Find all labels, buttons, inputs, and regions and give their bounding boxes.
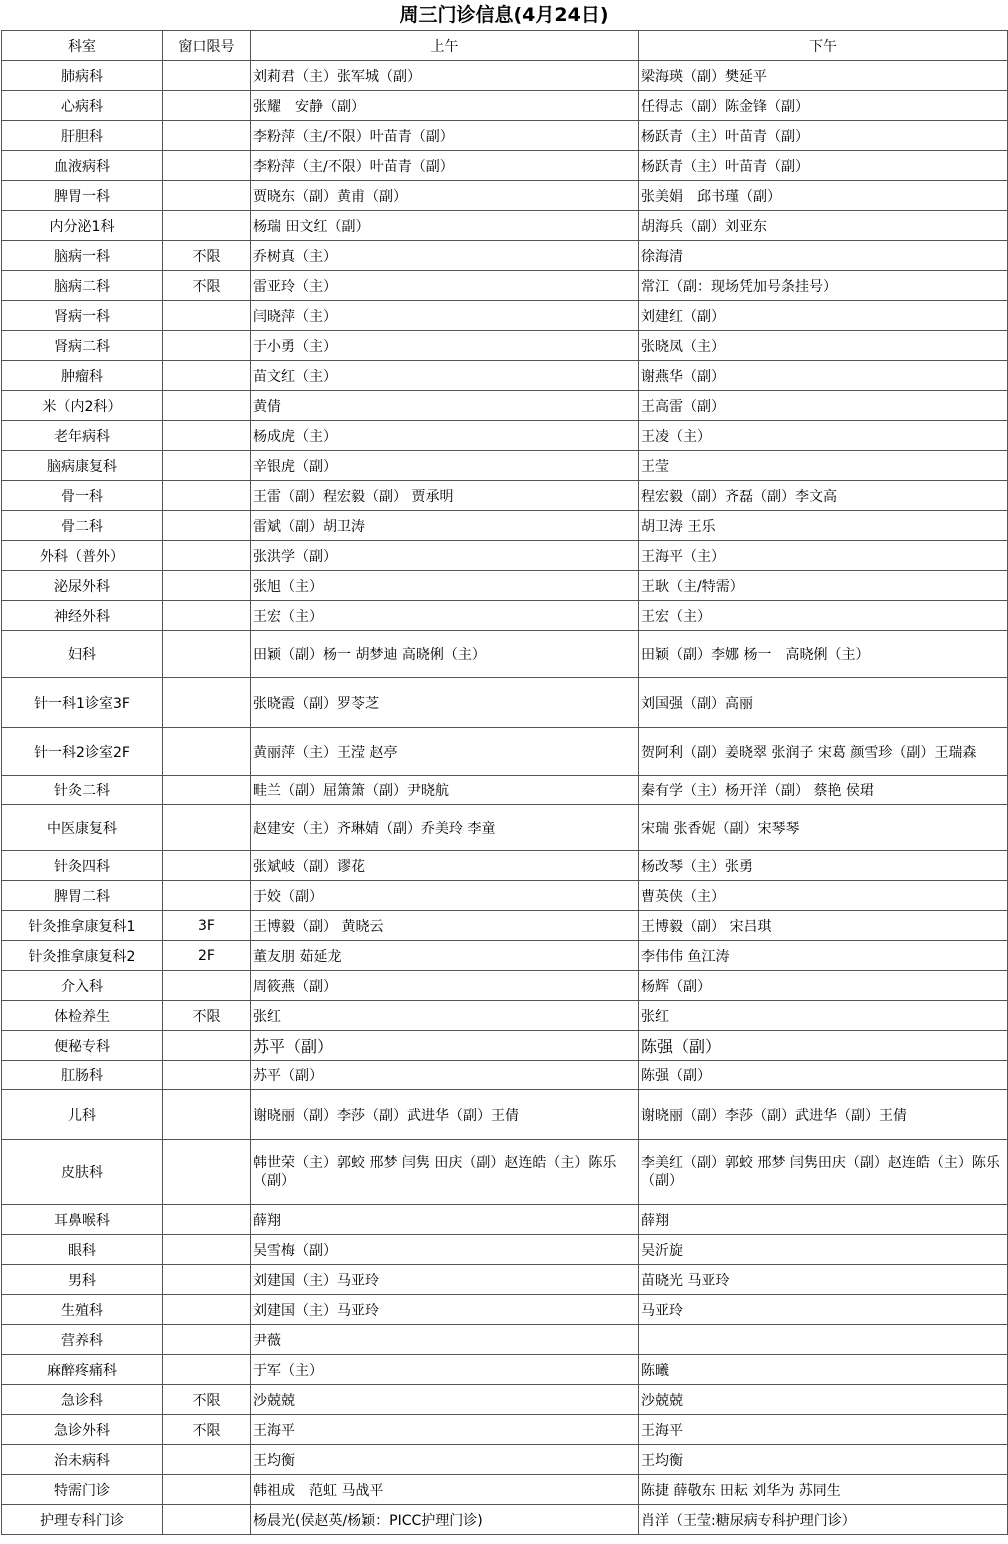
table-row (2, 91, 1008, 121)
am-cell: 张洪学（副） (251, 541, 639, 571)
dept-cell: 特需门诊 (2, 1475, 163, 1505)
pm-cell: 宋瑞 张香妮（副）宋琴琴 (639, 805, 1008, 851)
am-cell: 张红 (251, 1001, 639, 1031)
pm-cell: 杨辉（副） (639, 971, 1008, 1001)
am-cell: 杨晨光(侯赵英/杨颖：PICC护理门诊) (251, 1505, 639, 1535)
table-row (2, 881, 1008, 911)
table-row (2, 776, 1008, 805)
pm-cell: 王耿（主/特需） (639, 571, 1008, 601)
limit-cell (163, 511, 251, 541)
limit-cell (163, 1205, 251, 1235)
am-cell: 李粉萍（主/不限）叶苗青（副） (251, 151, 639, 181)
am-cell: 周筱燕（副） (251, 971, 639, 1001)
table-row (2, 331, 1008, 361)
am-cell: 贾晓东（副）黄甫（副） (251, 181, 639, 211)
limit-cell: 不限 (163, 241, 251, 271)
am-cell: 杨瑞 田文红（副） (251, 211, 639, 241)
dept-cell: 肺病科 (2, 61, 163, 91)
limit-cell (163, 1235, 251, 1265)
pm-cell: 张美娟 邱书瑾（副） (639, 181, 1008, 211)
limit-cell: 2F (163, 941, 251, 971)
table-row (2, 1385, 1008, 1415)
dept-cell: 体检养生 (2, 1001, 163, 1031)
limit-cell (163, 391, 251, 421)
table-row (2, 1001, 1008, 1031)
limit-cell (163, 1031, 251, 1061)
table-row (2, 941, 1008, 971)
am-cell: 李粉萍（主/不限）叶苗青（副） (251, 121, 639, 151)
header-pm: 下午 (639, 31, 1008, 61)
dept-cell: 骨一科 (2, 481, 163, 511)
limit-cell (163, 1355, 251, 1385)
dept-cell: 骨二科 (2, 511, 163, 541)
pm-cell: 胡卫涛 王乐 (639, 511, 1008, 541)
am-cell: 黄丽萍（主）王滢 赵亭 (251, 728, 639, 776)
table-row (2, 1505, 1008, 1535)
table-row (2, 121, 1008, 151)
am-cell: 尹薇 (251, 1325, 639, 1355)
dept-cell: 针一科1诊室3F (2, 678, 163, 728)
limit-cell (163, 541, 251, 571)
pm-cell: 田颖（副）李娜 杨一 高晓俐（主） (639, 631, 1008, 678)
dept-cell: 耳鼻喉科 (2, 1205, 163, 1235)
pm-cell: 胡海兵（副）刘亚东 (639, 211, 1008, 241)
dept-cell: 皮肤科 (2, 1140, 163, 1205)
schedule-table (1, 30, 1008, 1535)
table-row (2, 1061, 1008, 1090)
pm-cell: 谢燕华（副） (639, 361, 1008, 391)
dept-cell: 内分泌1科 (2, 211, 163, 241)
dept-cell: 急诊外科 (2, 1415, 163, 1445)
pm-cell: 秦有学（主）杨开洋（副） 蔡艳 侯珺 (639, 776, 1008, 805)
limit-cell (163, 1475, 251, 1505)
pm-cell: 梁海瑛（副）樊延平 (639, 61, 1008, 91)
table-row (2, 541, 1008, 571)
limit-cell (163, 1295, 251, 1325)
am-cell: 雷亚玲（主） (251, 271, 639, 301)
table-row (2, 1235, 1008, 1265)
dept-cell: 米（内2科） (2, 391, 163, 421)
pm-cell: 王宏（主） (639, 601, 1008, 631)
dept-cell: 针灸推拿康复科1 (2, 911, 163, 941)
header-dept: 科室 (2, 31, 163, 61)
pm-cell: 杨跃青（主）叶苗青（副） (639, 151, 1008, 181)
am-cell: 杨成虎（主） (251, 421, 639, 451)
dept-cell: 治未病科 (2, 1445, 163, 1475)
pm-cell: 吴沂旋 (639, 1235, 1008, 1265)
table-row (2, 271, 1008, 301)
pm-cell: 谢晓丽（副）李莎（副）武进华（副）王倩 (639, 1090, 1008, 1140)
table-row (2, 678, 1008, 728)
limit-cell (163, 1325, 251, 1355)
pm-cell: 杨跃青（主）叶苗青（副） (639, 121, 1008, 151)
am-cell: 辛银虎（副） (251, 451, 639, 481)
table-row (2, 1031, 1008, 1061)
am-cell: 王海平 (251, 1415, 639, 1445)
dept-cell: 介入科 (2, 971, 163, 1001)
limit-cell: 不限 (163, 1415, 251, 1445)
table-row (2, 1265, 1008, 1295)
am-cell: 苏平（副） (251, 1031, 639, 1061)
am-cell: 刘建国（主）马亚玲 (251, 1265, 639, 1295)
dept-cell: 妇科 (2, 631, 163, 678)
table-row (2, 1295, 1008, 1325)
pm-cell: 王凌（主） (639, 421, 1008, 451)
pm-cell: 陈曦 (639, 1355, 1008, 1385)
dept-cell: 脑病康复科 (2, 451, 163, 481)
dept-cell: 神经外科 (2, 601, 163, 631)
table-row (2, 61, 1008, 91)
table-row (2, 391, 1008, 421)
dept-cell: 泌尿外科 (2, 571, 163, 601)
pm-cell: 刘国强（副）高丽 (639, 678, 1008, 728)
limit-cell (163, 1061, 251, 1090)
header-limit: 窗口限号 (163, 31, 251, 61)
dept-cell: 心病科 (2, 91, 163, 121)
table-row (2, 451, 1008, 481)
table-row (2, 1355, 1008, 1385)
limit-cell (163, 61, 251, 91)
am-cell: 沙兢兢 (251, 1385, 639, 1415)
dept-cell: 血液病科 (2, 151, 163, 181)
limit-cell (163, 481, 251, 511)
table-row (2, 481, 1008, 511)
am-cell: 黄倩 (251, 391, 639, 421)
limit-cell (163, 1140, 251, 1205)
pm-cell: 沙兢兢 (639, 1385, 1008, 1415)
am-cell: 苏平（副） (251, 1061, 639, 1090)
table-row (2, 1445, 1008, 1475)
am-cell: 王均衡 (251, 1445, 639, 1475)
dept-cell: 肿瘤科 (2, 361, 163, 391)
table-row (2, 421, 1008, 451)
pm-cell: 王莹 (639, 451, 1008, 481)
pm-cell: 徐海清 (639, 241, 1008, 271)
table-row (2, 181, 1008, 211)
am-cell: 乔树真（主） (251, 241, 639, 271)
limit-cell (163, 571, 251, 601)
am-cell: 张旭（主） (251, 571, 639, 601)
limit-cell: 不限 (163, 271, 251, 301)
limit-cell (163, 728, 251, 776)
limit-cell (163, 301, 251, 331)
dept-cell: 儿科 (2, 1090, 163, 1140)
table-row (2, 1325, 1008, 1355)
dept-cell: 脑病二科 (2, 271, 163, 301)
am-cell: 于小勇（主） (251, 331, 639, 361)
table-row (2, 1415, 1008, 1445)
header-row (2, 31, 1008, 61)
am-cell: 谢晓丽（副）李莎（副）武进华（副）王倩 (251, 1090, 639, 1140)
page-title: 周三门诊信息(4月24日) (399, 4, 609, 26)
am-cell: 张晓霞（副）罗苓芝 (251, 678, 639, 728)
table-row (2, 631, 1008, 678)
pm-cell: 王海平 (639, 1415, 1008, 1445)
table-row (2, 511, 1008, 541)
am-cell: 于姣（副） (251, 881, 639, 911)
dept-cell: 肾病二科 (2, 331, 163, 361)
limit-cell (163, 1265, 251, 1295)
pm-cell: 肖洋（王莹:糖尿病专科护理门诊） (639, 1505, 1008, 1535)
dept-cell: 生殖科 (2, 1295, 163, 1325)
table-row (2, 241, 1008, 271)
limit-cell (163, 1505, 251, 1535)
am-cell: 韩祖成 范虹 马战平 (251, 1475, 639, 1505)
limit-cell (163, 121, 251, 151)
table-row (2, 805, 1008, 851)
limit-cell (163, 151, 251, 181)
limit-cell (163, 805, 251, 851)
dept-cell: 肝胆科 (2, 121, 163, 151)
limit-cell (163, 776, 251, 805)
dept-cell: 麻醉疼痛科 (2, 1355, 163, 1385)
dept-cell: 护理专科门诊 (2, 1505, 163, 1535)
dept-cell: 肾病一科 (2, 301, 163, 331)
table-row (2, 1205, 1008, 1235)
am-cell: 韩世荣（主）郭蛟 邢梦 闫隽 田庆（副）赵连皓（主）陈乐（副） (251, 1140, 639, 1205)
limit-cell (163, 851, 251, 881)
table-row (2, 1475, 1008, 1505)
pm-cell: 刘建红（副） (639, 301, 1008, 331)
dept-cell: 中医康复科 (2, 805, 163, 851)
pm-cell: 王海平（主） (639, 541, 1008, 571)
pm-cell: 杨改琴（主）张勇 (639, 851, 1008, 881)
limit-cell: 不限 (163, 1385, 251, 1415)
pm-cell: 贺阿利（副）姜晓翠 张润子 宋葛 颜雪珍（副）王瑞森 (639, 728, 1008, 776)
limit-cell: 不限 (163, 1001, 251, 1031)
limit-cell (163, 631, 251, 678)
am-cell: 刘建国（主）马亚玲 (251, 1295, 639, 1325)
pm-cell: 王博毅（副） 宋吕琪 (639, 911, 1008, 941)
table-row (2, 361, 1008, 391)
pm-cell: 李伟伟 鱼江涛 (639, 941, 1008, 971)
pm-cell: 陈捷 薛敬东 田耘 刘华为 苏同生 (639, 1475, 1008, 1505)
limit-cell: 3F (163, 911, 251, 941)
am-cell: 张斌岐（副）谬花 (251, 851, 639, 881)
am-cell: 张耀 安静（副） (251, 91, 639, 121)
pm-cell (639, 1325, 1008, 1355)
am-cell: 董友朋 茹延龙 (251, 941, 639, 971)
table-row (2, 301, 1008, 331)
dept-cell: 脾胃一科 (2, 181, 163, 211)
am-cell: 王雷（副）程宏毅（副） 贾承明 (251, 481, 639, 511)
pm-cell: 李美红（副）郭蛟 邢梦 闫隽田庆（副）赵连皓（主）陈乐（副） (639, 1140, 1008, 1205)
pm-cell: 程宏毅（副）齐磊（副）李文高 (639, 481, 1008, 511)
pm-cell: 薛翔 (639, 1205, 1008, 1235)
pm-cell: 常江（副：现场凭加号条挂号） (639, 271, 1008, 301)
pm-cell: 陈强（副） (639, 1031, 1008, 1061)
table-row (2, 911, 1008, 941)
am-cell: 赵建安（主）齐琳婧（副）乔美玲 李童 (251, 805, 639, 851)
dept-cell: 脑病一科 (2, 241, 163, 271)
dept-cell: 针灸二科 (2, 776, 163, 805)
dept-cell: 便秘专科 (2, 1031, 163, 1061)
am-cell: 闫晓萍（主） (251, 301, 639, 331)
limit-cell (163, 1090, 251, 1140)
limit-cell (163, 678, 251, 728)
table-row (2, 151, 1008, 181)
limit-cell (163, 451, 251, 481)
dept-cell: 外科（普外） (2, 541, 163, 571)
pm-cell: 马亚玲 (639, 1295, 1008, 1325)
limit-cell (163, 601, 251, 631)
table-row (2, 211, 1008, 241)
pm-cell: 王均衡 (639, 1445, 1008, 1475)
limit-cell (163, 331, 251, 361)
limit-cell (163, 91, 251, 121)
am-cell: 于军（主） (251, 1355, 639, 1385)
pm-cell: 苗晓光 马亚玲 (639, 1265, 1008, 1295)
pm-cell: 曹英侠（主） (639, 881, 1008, 911)
am-cell: 吴雪梅（副） (251, 1235, 639, 1265)
pm-cell: 张红 (639, 1001, 1008, 1031)
header-am: 上午 (251, 31, 639, 61)
dept-cell: 营养科 (2, 1325, 163, 1355)
am-cell: 雷斌（副）胡卫涛 (251, 511, 639, 541)
dept-cell: 针灸推拿康复科2 (2, 941, 163, 971)
limit-cell (163, 971, 251, 1001)
pm-cell: 陈强（副） (639, 1061, 1008, 1090)
dept-cell: 针灸四科 (2, 851, 163, 881)
limit-cell (163, 181, 251, 211)
am-cell: 苗文红（主） (251, 361, 639, 391)
limit-cell (163, 881, 251, 911)
dept-cell: 老年病科 (2, 421, 163, 451)
pm-cell: 王高雷（副） (639, 391, 1008, 421)
table-row (2, 1140, 1008, 1205)
am-cell: 王宏（主） (251, 601, 639, 631)
pm-cell: 任得志（副）陈金锋（副） (639, 91, 1008, 121)
dept-cell: 急诊科 (2, 1385, 163, 1415)
table-row (2, 851, 1008, 881)
am-cell: 刘莉君（主）张军城（副） (251, 61, 639, 91)
table-row (2, 971, 1008, 1001)
limit-cell (163, 211, 251, 241)
am-cell: 王博毅（副） 黄晓云 (251, 911, 639, 941)
am-cell: 薛翔 (251, 1205, 639, 1235)
schedule-rows (2, 61, 1008, 1535)
pm-cell: 张晓凤（主） (639, 331, 1008, 361)
dept-cell: 针一科2诊室2F (2, 728, 163, 776)
dept-cell: 男科 (2, 1265, 163, 1295)
dept-cell: 眼科 (2, 1235, 163, 1265)
table-row (2, 601, 1008, 631)
am-cell: 畦兰（副）屈箫箫（副）尹晓航 (251, 776, 639, 805)
dept-cell: 肛肠科 (2, 1061, 163, 1090)
dept-cell: 脾胃二科 (2, 881, 163, 911)
table-row (2, 1090, 1008, 1140)
am-cell: 田颖（副）杨一 胡梦迪 高晓俐（主） (251, 631, 639, 678)
limit-cell (163, 361, 251, 391)
limit-cell (163, 1445, 251, 1475)
limit-cell (163, 421, 251, 451)
table-row (2, 728, 1008, 776)
table-row (2, 571, 1008, 601)
